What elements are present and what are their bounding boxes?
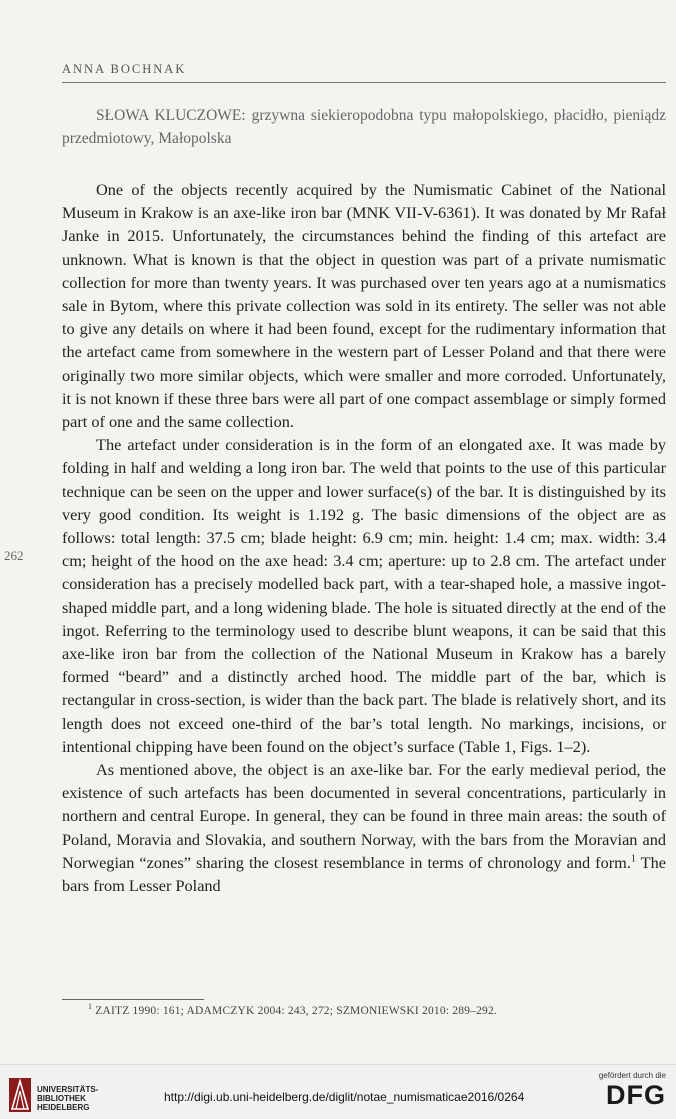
paragraph-1: One of the objects recently acquired by the Numismatic Cabinet of the National Museum in Krakow is an axe-like iron bar (MNK VII-V-6361). It was donated by Mr Rafał Janke in 2015. Unfortunately, the circumstances behind the finding of this artefact are unknown. What is known is that the object in question was part of a private numismatic collection for more than twenty years. It was purchased over ten years ago at a numismatics sale in Bytom, where this private collection was sold in its entirety. The seller was not able to give any details on where it had been found, except for the rudimentary information that the artefact came from somewhere in the western part of Lesser Poland and that there were originally two more similar objects, which were smaller and more corroded. Unfortunately, it is not known if these three bars were all part of one compact assemblage or simply formed part of one and the same collection.: [62, 180, 666, 432]
permalink-url[interactable]: http://digi.ub.uni-heidelberg.de/diglit/notae_numismaticae2016/0264: [164, 1090, 525, 1104]
page-number: 262: [4, 548, 24, 563]
library-emblem-icon: [8, 1077, 32, 1113]
dfg-wordmark: DFG: [606, 1080, 666, 1110]
keywords-text: SŁOWA KLUCZOWE: grzywna siekieropodobna typu małopolskiego, płacidło, pieniądz przedmiotowy, Małopolska: [62, 107, 666, 147]
running-head: ANNA BOCHNAK: [62, 62, 187, 76]
paragraph-3: [62, 758, 666, 897]
library-logo[interactable]: [8, 1077, 126, 1113]
footnote-text: ZAITZ 1990: 161; ADAMCZYK 2004: 243, 272; SZMONIEWSKI 2010: 289–292.: [92, 1004, 497, 1017]
footnote-mark: 1: [88, 1002, 93, 1011]
paragraph-3-tail: The bars from Lesser Poland: [62, 852, 666, 896]
library-name-line-1: UNIVERSITÄTS-: [37, 1085, 99, 1094]
dfg-logo[interactable]: [594, 1071, 666, 1117]
footnote-reference[interactable]: 1: [630, 853, 636, 865]
paragraph-2: The artefact under consideration is in the form of an elongated axe. It was made by folding in half and welding a long iron bar. The weld that points to the use of this particular technique can be seen on the upper and lower surface(s) of the bar. It is distinguished by its very good condition. Its weight is 1.192 g. The basic dimensions of the object are as follows: total length: 37.5 cm; blade height: 6.9 cm; min. height: 1.4 cm; max. width: 3.4 cm; height of the hood on the axe head: 3.4 cm; aperture: up to 2.8 cm. The artefact under consideration has a precisely modelled back part, with a tear-shaped hole, a massive ingot-shaped middle part, and a long widening blade. The hole is situated directly at the end of the ingot. Referring to the terminology used to describe blunt weapons, it can be said that this axe-like iron bar from the collection of the National Museum in Krakow has a barely formed “beard” and a distinctly arched hood. The middle part of the bar, which is rectangular in cross-section, is wider than the back part. The blade is relatively short, and its length does not exceed one-third of the bar’s total length. No markings, incisions, or intentional chipping have been found on the object’s surface (Table 1, Figs. 1–2).: [62, 435, 666, 756]
keywords-block: [62, 104, 666, 150]
footnote: [88, 1002, 497, 1017]
library-name: [37, 1085, 98, 1112]
library-name-line-2: BIBLIOTHEK: [37, 1094, 86, 1103]
header-rule: [62, 82, 666, 83]
body-text: [62, 178, 666, 897]
paragraph-3-text: As mentioned above, the object is an axe-like bar. For the early medieval period, the existence of such artefacts has been documented in several concentrations, particularly in northern and central Europe. In general, they can be found in three main areas: the south of Poland, Moravia and Slovakia, and southern Norway, with the bars from the Moravian and Norwegian “zones” sharing the closest resemblance in terms of chronology and form.: [62, 760, 666, 872]
footnote-rule: [62, 999, 204, 1000]
funded-by-label: gefördert durch die: [598, 1071, 666, 1080]
digitization-footer: [0, 1064, 676, 1119]
library-name-line-3: HEIDELBERG: [37, 1103, 90, 1112]
